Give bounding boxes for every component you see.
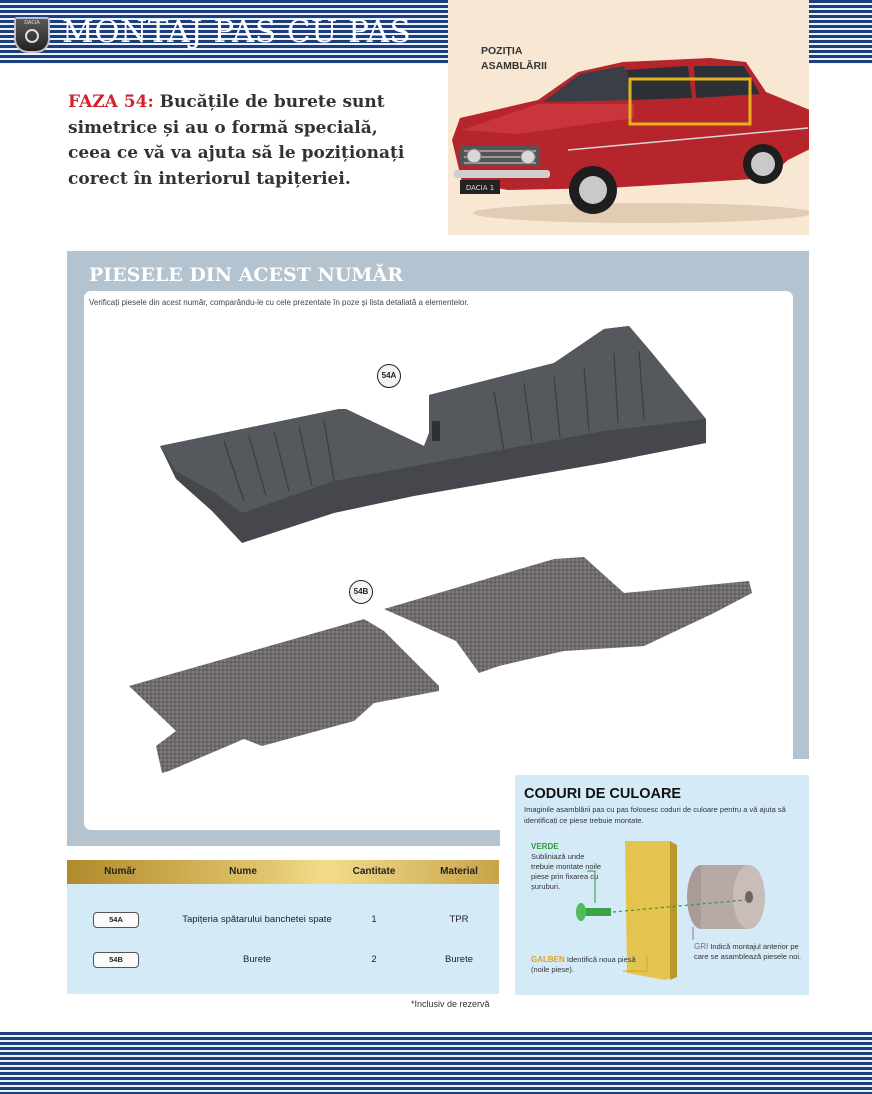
header-quantity: Cantitate xyxy=(352,866,396,877)
code-green xyxy=(531,842,603,892)
header-number: Număr xyxy=(104,866,136,877)
code-gray xyxy=(694,942,806,962)
code-yellow xyxy=(531,955,641,975)
row-name: Tapițeria spătarului banchetei spate xyxy=(182,914,332,925)
position-label-line2: ASAMBLĂRII xyxy=(481,60,547,72)
row-material: TPR xyxy=(449,914,469,925)
row-number-badge: 54B xyxy=(93,952,139,968)
color-codes-title: CODURI DE CULOARE xyxy=(524,786,682,802)
header-bar-right xyxy=(808,0,872,64)
car-position-panel xyxy=(448,0,809,235)
parts-table xyxy=(67,884,499,994)
phase-text: Bucățile de burete sunt simetrice și au o formă specială, ceea ce vă va ajuta să le poziționați corect în interiorul tapițeriei. xyxy=(68,92,405,189)
color-codes-box xyxy=(515,775,809,995)
table-footnote: *Inclusiv de rezervă xyxy=(411,999,490,1009)
gray-text: Indică montajul anterior pe care se asamblează piesele noi. xyxy=(694,942,802,961)
table-row xyxy=(67,910,499,930)
table-row xyxy=(67,950,499,970)
part-tag-54a: 54A xyxy=(377,364,401,388)
header-name: Nume xyxy=(229,866,257,877)
parts-panel xyxy=(67,251,809,846)
page-title: MONTAJ PAS CU PAS xyxy=(62,14,412,50)
footer-bar xyxy=(0,1032,872,1094)
parts-description: Verificați piesele din acest număr, comparându-le cu cele prezentate în poze și lista detaliată a elementelor. xyxy=(89,298,469,307)
logo-text: DACIA xyxy=(24,20,40,26)
row-material: Burete xyxy=(445,954,473,965)
green-label: VERDE xyxy=(531,842,559,851)
assembly-position-label xyxy=(481,44,547,74)
parts-title: PIESELE DIN ACEST NUMĂR xyxy=(89,264,403,286)
green-text: Subliniază unde trebuie montate noile piese prin fixarea cu șuruburi. xyxy=(531,852,602,891)
logo-emblem-icon xyxy=(25,29,39,43)
plate-text: DACIA 1 xyxy=(465,184,495,192)
gray-label: GRI xyxy=(694,942,709,951)
parts-photo-area xyxy=(84,291,793,830)
part-tag-54b: 54B xyxy=(349,580,373,604)
parts-illustration xyxy=(84,291,793,830)
position-label-line1: POZIȚIA xyxy=(481,45,523,57)
header-material: Material xyxy=(440,866,478,877)
row-number-badge: 54A xyxy=(93,912,139,928)
color-codes-description: Imaginile asamblării pas cu pas folosesc coduri de culoare pentru a vă ajuta să identificați ce piese trebuie montate. xyxy=(524,805,786,825)
row-name: Burete xyxy=(243,954,271,965)
yellow-label: GALBEN xyxy=(531,955,565,964)
parts-table-header xyxy=(67,860,499,884)
phase-intro xyxy=(68,90,413,192)
phase-label: FAZA 54: xyxy=(68,92,154,112)
car-illustration xyxy=(448,0,809,235)
row-quantity: 1 xyxy=(371,914,377,925)
yellow-text: Identifică noua piesă (noile piese). xyxy=(531,955,636,974)
row-quantity: 2 xyxy=(371,954,377,965)
dacia-logo-badge xyxy=(14,17,50,53)
